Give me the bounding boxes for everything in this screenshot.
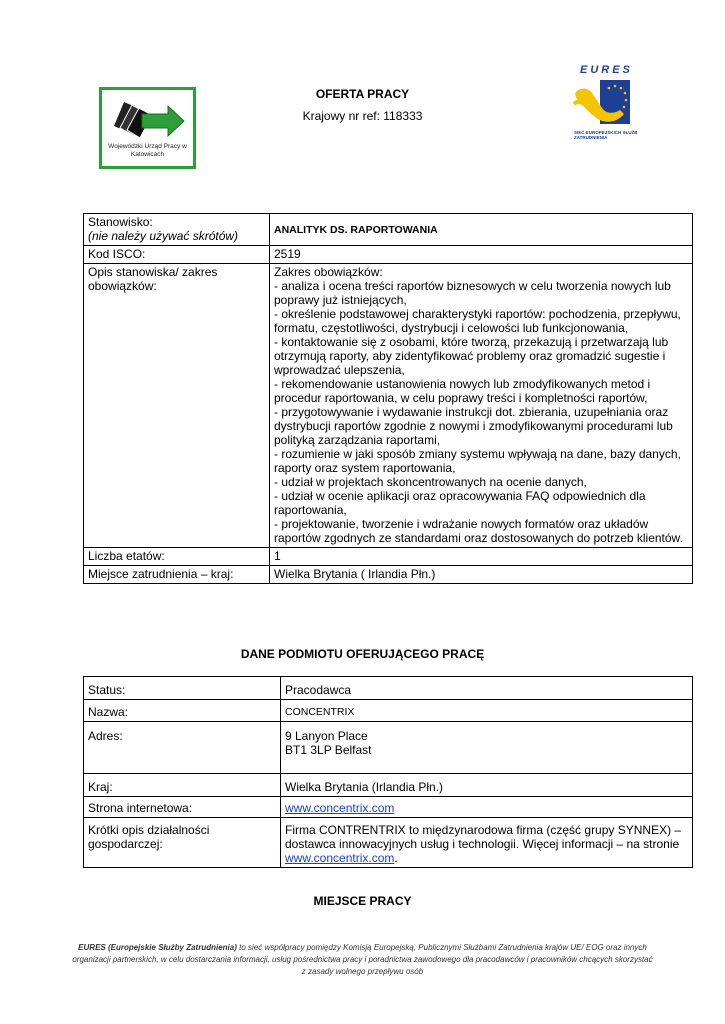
table-row [84,264,693,548]
isco-label: Kod ISCO: [84,246,270,264]
website-link[interactable]: www.concentrix.com [285,801,395,815]
name-label: Nazwa: [84,700,281,722]
eures-logo-subtitle: SIEĆ EUROPEJSKICH SŁUŻB ZATRUDNIENIA [574,130,638,140]
employer-section-title: DANE PODMIOTU OFERUJĄCEGO PRACĘ [240,647,485,661]
footer-note [70,942,655,978]
workplace-section-title: MIEJSCE PRACY [313,894,412,908]
position-value: ANALITYK DS. RAPORTOWANIA [274,223,438,236]
eures-hand-icon [572,78,638,130]
website-label: Strona internetowa: [84,797,281,818]
location-label: Miejsce zatrudnienia – kraj: [84,566,270,584]
address-value [281,722,693,774]
address-label: Adres: [84,722,281,774]
position-label-cell [84,214,270,246]
about-value [281,818,693,868]
eures-logo-word: EURES [580,64,633,76]
table-row [84,677,693,700]
eures-logo [572,64,638,146]
wup-logo-caption: Wojewódzki Urząd Pracy w Katowicach [108,143,187,158]
isco-value: 2519 [270,246,693,264]
about-end: . [394,851,398,865]
status-value: Pracodawca [281,677,693,700]
status-label: Status: [84,677,281,700]
table-row [84,214,693,246]
employer-table [83,676,693,868]
address-line-2: BT1 3LP Belfast [285,743,372,757]
footer-text: to sieć współpracy pomiędzy Komisją Europejską, Publicznymi Służbami Zatrudnienia krajów UE/ EOG oraz innych organizacji partnerskich, w celu dostarczania informacji, usług pośrednictwa pracy i poradnictwa zawodowego dla pracodawców i pracowników chcących skorzystać z zasady wolnego przepływu osób [72,943,653,976]
job-offer-table [83,213,693,584]
reference-number: Krajowy nr ref: 118333 [302,109,423,123]
position-note: (nie należy używać skrótów) [88,229,239,243]
country-label: Kraj: [84,774,281,797]
description-label: Opis stanowiska/ zakres obowiązków: [84,264,270,548]
location-value: Wielka Brytania ( Irlandia Płn.) [270,566,693,584]
table-row [84,566,693,584]
website-cell [281,797,693,818]
fte-value: 1 [270,548,693,566]
name-value: CONCENTRIX [281,700,693,722]
country-value: Wielka Brytania (Irlandia Płn.) [281,774,693,797]
fte-label: Liczba etatów: [84,548,270,566]
position-label: Stanowisko: [88,215,153,229]
table-row [84,797,693,818]
table-row [84,700,693,722]
about-text: Firma CONTRENTRIX to międzynarodowa firma (część grupy SYNNEX) – dostawca innowacyjnych usług i technologii. Więcej informacji – na stronie [285,823,682,851]
address-line-1: 9 Lanyon Place [285,729,368,743]
document-title: OFERTA PRACY [315,87,410,101]
table-row [84,774,693,797]
table-row [84,818,693,868]
about-label: Krótki opis działalności gospodarczej: [84,818,281,868]
about-website-link[interactable]: www.concentrix.com [285,851,395,865]
position-value-cell [270,214,693,246]
table-row [84,722,693,774]
description-value: Zakres obowiązków: - analiza i ocena treści raportów biznesowych w celu tworzenia nowych lub poprawy już istniejących, - określenie podstawowej charakterystyki raportów: pochodzenia, przepływu, formatu, częstotliwości, dystrybucji i celowości lub funkcjonowania, - kontaktowanie się z osobami, które tworzą, przekazują i przetwarzają lub otrzymują raporty, aby zidentyfikować problemy oraz gromadzić sugestie i wprowadzać ulepszenia, - rekomendowanie ustanowienia nowych lub zmodyfikowanych metod i procedur raportowania, w celu poprawy treści i kompletności raportów, - przygotowywanie i wydawanie instrukcji dot. zbierania, uzupełniania oraz dystrybucji raportów zgodnie z nowymi i zmodyfikowanymi procedurami lub polityką zarządzania raportami, - rozumienie w jaki sposób zmiany systemu wpływają na dane, bazy danych, raporty oraz system raportowania, - udział w projektach skoncentrowanych na ocenie danych, - udział w ocenie aplikacji oraz opracowywania FAQ odpowiednich dla raportowania, - projektowanie, tworzenie i wdrażanie nowych formatów oraz układów raportów zgodnych ze standardami oraz dostosowanych do potrzeb klientów. [270,264,693,548]
footer-lead: EURES (Europejskie Służby Zatrudnienia) [78,943,237,952]
table-row [84,548,693,566]
table-row [84,246,693,264]
